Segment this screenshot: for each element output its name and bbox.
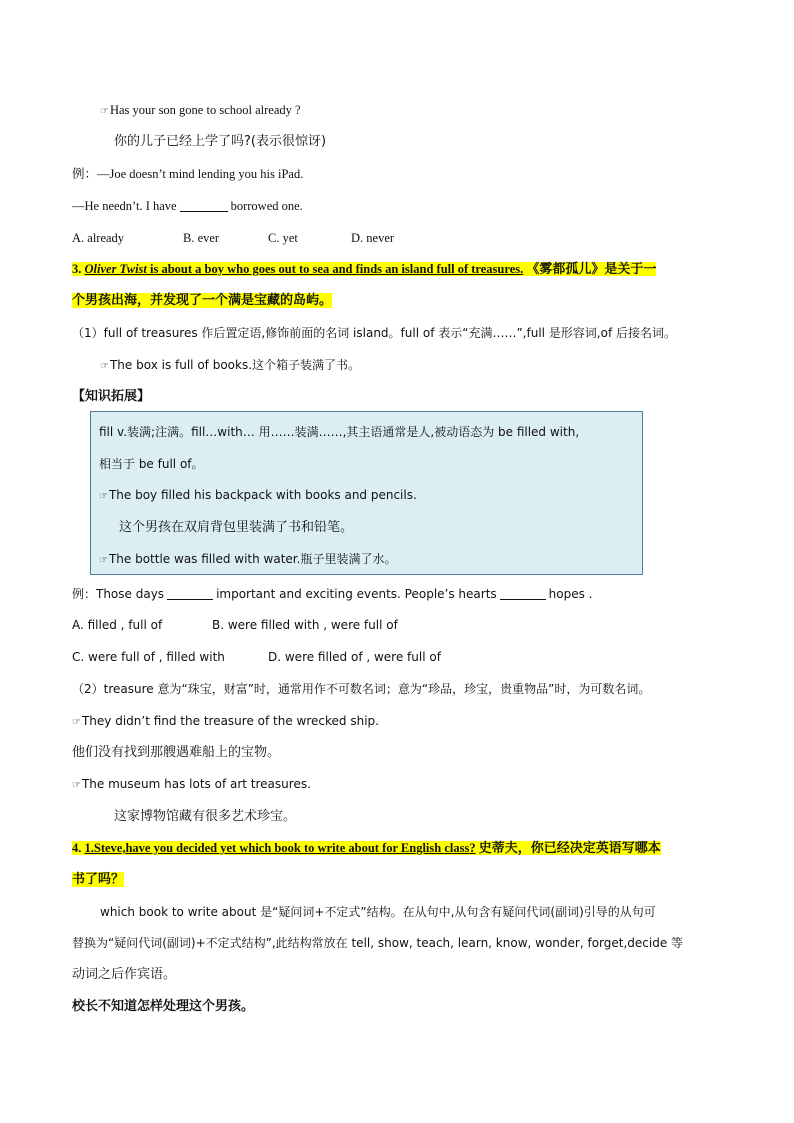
option-c-2: C. were full of , filled with — [72, 650, 225, 664]
section-4-heading-cont: 书了吗？ — [72, 872, 125, 887]
question-line-2: —He needn’t. I have borrowed one. — [72, 199, 303, 213]
box-line-5: ☞The bottle was filled with water.瓶子里装满了水。 — [99, 552, 397, 566]
example-sentence-3: ☞They didn’t find the treasure of the wrecked ship. — [72, 714, 379, 728]
knowledge-extension-heading: 【知识拓展】 — [72, 389, 151, 404]
paragraph-line-1: which book to write about 是“疑问词+不定式”结构。在从句中,从句含有疑问代词(副词)引导的从句可 — [100, 905, 656, 919]
example-sentence-4: ☞The museum has lots of art treasures. — [72, 777, 311, 791]
answer-blank — [167, 587, 213, 600]
example-sentence-2: ☞The box is full of books.这个箱子装满了书。 — [100, 358, 361, 372]
pointing-hand-icon: ☞ — [72, 780, 81, 791]
paragraph-line-2: 替换为“疑问代词(副词)+不定式结构”,此结构常放在 tell, show, teach, learn, know, wonder, forget,decide 等 — [72, 936, 684, 950]
example-translation-4: 这家博物馆藏有很多艺术珍宝。 — [114, 809, 297, 824]
box-line-1: fill v.装满;注满。fill…with… 用……装满……,其主语通常是人,被动语态为 be filled with, — [99, 425, 580, 439]
example-translation-1: 你的儿子已经上学了吗?(表示很惊讶) — [114, 134, 327, 149]
option-a: A. already — [72, 231, 125, 245]
note-2: （2）treasure 意为“珠宝，财富”时，通常用作不可数名词；意为“珍品，珍宝，贵重物品”时，为可数名词。 — [72, 682, 651, 696]
pointing-hand-icon: ☞ — [99, 555, 108, 566]
option-d: D. never — [351, 231, 395, 245]
pointing-hand-icon: ☞ — [100, 361, 109, 372]
answer-blank — [500, 587, 546, 600]
option-b-2: B. were filled with , were full of — [212, 618, 398, 632]
section-3-heading: 3. Oliver Twist is about a boy who goes out to sea and finds an island full of treasures. 《雾都孤儿》是关于一 — [72, 262, 657, 277]
question-stem-2: 例：Those days important and exciting events. People’s hearts hopes . — [72, 587, 593, 601]
section-4-heading: 4. 1.Steve,have you decided yet which book to write about for English class? 史蒂夫，你已经决定英语写哪本 — [72, 841, 661, 856]
box-line-2: 相当于 be full of。 — [99, 457, 204, 471]
section-3-heading-cont: 个男孩出海，并发现了一个满是宝藏的岛屿。 — [72, 293, 333, 308]
box-line-3: ☞The boy filled his backpack with books and pencils. — [99, 488, 417, 502]
final-sentence: 校长不知道怎样处理这个男孩。 — [72, 999, 255, 1014]
option-d-2: D. were filled of , were full of — [268, 650, 441, 664]
knowledge-box — [90, 411, 643, 575]
pointing-hand-icon: ☞ — [72, 717, 81, 728]
question-stem-1: 例：—Joe doesn’t mind lending you his iPad. — [72, 167, 304, 181]
option-c: C. yet — [268, 231, 298, 245]
answer-blank — [180, 199, 228, 212]
note-1: （1）full of treasures 作后置定语,修饰前面的名词 island。full of 表示“充满……”,full 是形容词,of 后接名词。 — [72, 326, 676, 340]
example-translation-3: 他们没有找到那艘遇难船上的宝物。 — [72, 745, 281, 760]
example-sentence-1: ☞Has your son gone to school already ? — [100, 103, 301, 117]
option-b: B. ever — [183, 231, 220, 245]
option-a-2: A. filled , full of — [72, 618, 163, 632]
paragraph-line-3: 动词之后作宾语。 — [72, 967, 177, 982]
box-line-4: 这个男孩在双肩背包里装满了书和铅笔。 — [119, 520, 354, 535]
pointing-hand-icon: ☞ — [100, 106, 109, 117]
pointing-hand-icon: ☞ — [99, 491, 108, 502]
